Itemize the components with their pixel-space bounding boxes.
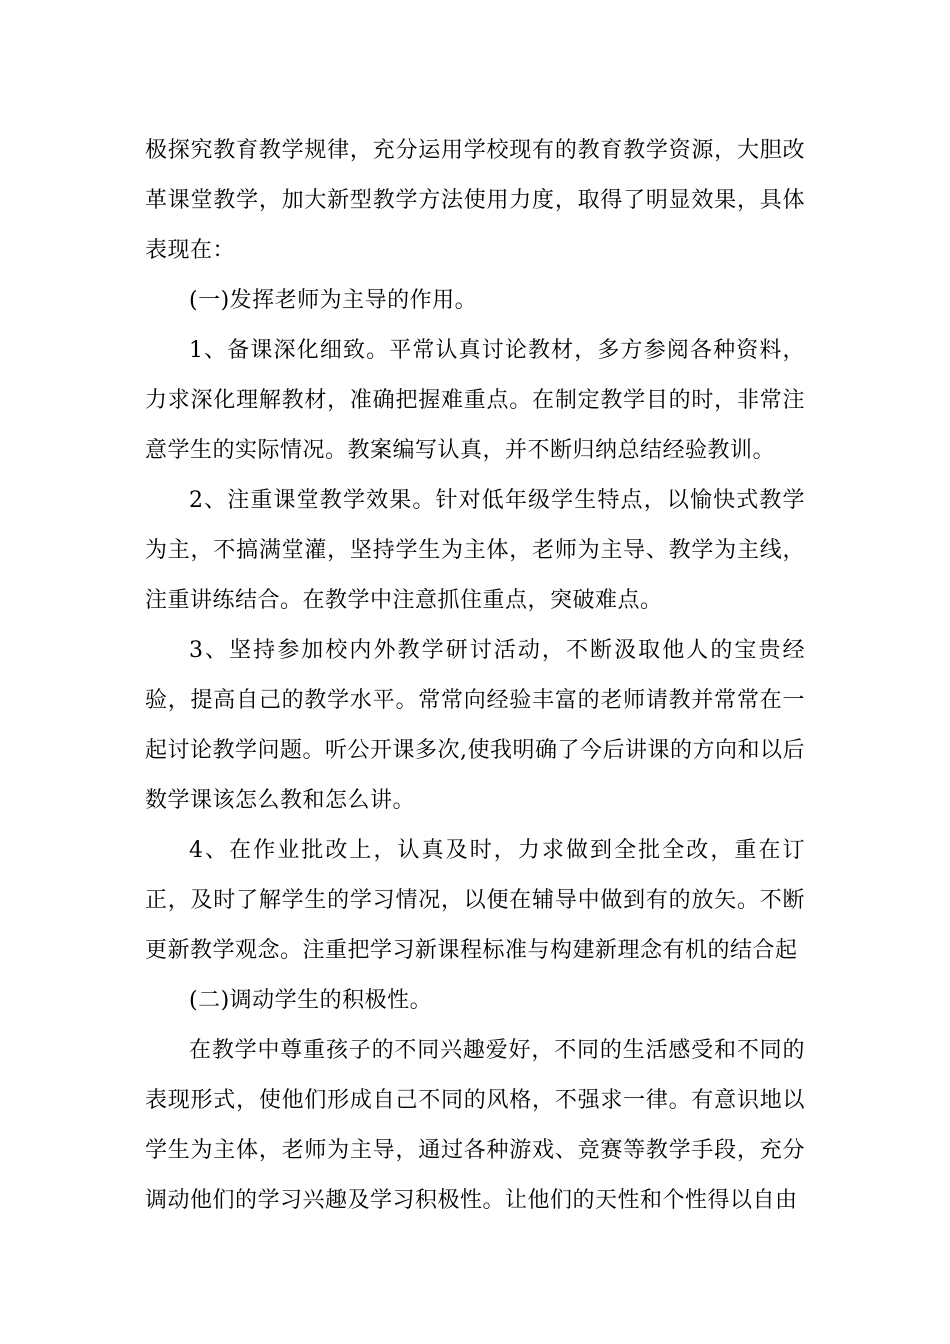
document-body: [145, 126, 805, 1226]
paragraph-intro: 极探究教育教学规律，充分运用学校现有的教育教学资源，大胆改革课堂教学，加大新型教学方法使用力度，取得了明显效果，具体表现在：: [145, 138, 805, 263]
paragraph-item-4: 4、在作业批改上，认真及时，力求做到全批全改，重在订正，及时了解学生的学习情况，以便在辅导中做到有的放矢。不断更新教学观念。注重把学习新课程标准与构建新理念有机的结合起: [145, 838, 805, 963]
section-heading-2: (二)调动学生的积极性。: [189, 988, 433, 1013]
section-heading-1: (一)发挥老师为主导的作用。: [189, 288, 478, 313]
paragraph-item-3: 3、坚持参加校内外教学研讨活动，不断汲取他人的宝贵经验，提高自己的教学水平。常常向经验丰富的老师请教并常常在一起讨论教学问题。听公开课多次,使我明确了今后讲课的方向和以后数学课该怎么教和怎么讲。: [145, 638, 805, 813]
paragraph-section-2: 在教学中尊重孩子的不同兴趣爱好，不同的生活感受和不同的表现形式，使他们形成自己不同的风格，不强求一律。有意识地以学生为主体，老师为主导，通过各种游戏、竞赛等教学手段，充分调动他们的学习兴趣及学习积极性。让他们的天性和个性得以自由: [145, 1038, 805, 1213]
paragraph-item-2: 2、注重课堂教学效果。针对低年级学生特点，以愉快式教学为主，不搞满堂灌，坚持学生为主体，老师为主导、教学为主线，注重讲练结合。在教学中注意抓住重点，突破难点。: [145, 488, 805, 613]
paragraph-item-1: 1、备课深化细致。平常认真讨论教材，多方参阅各种资料，力求深化理解教材，准确把握难重点。在制定教学目的时，非常注意学生的实际情况。教案编写认真，并不断归纳总结经验教训。: [145, 338, 805, 463]
